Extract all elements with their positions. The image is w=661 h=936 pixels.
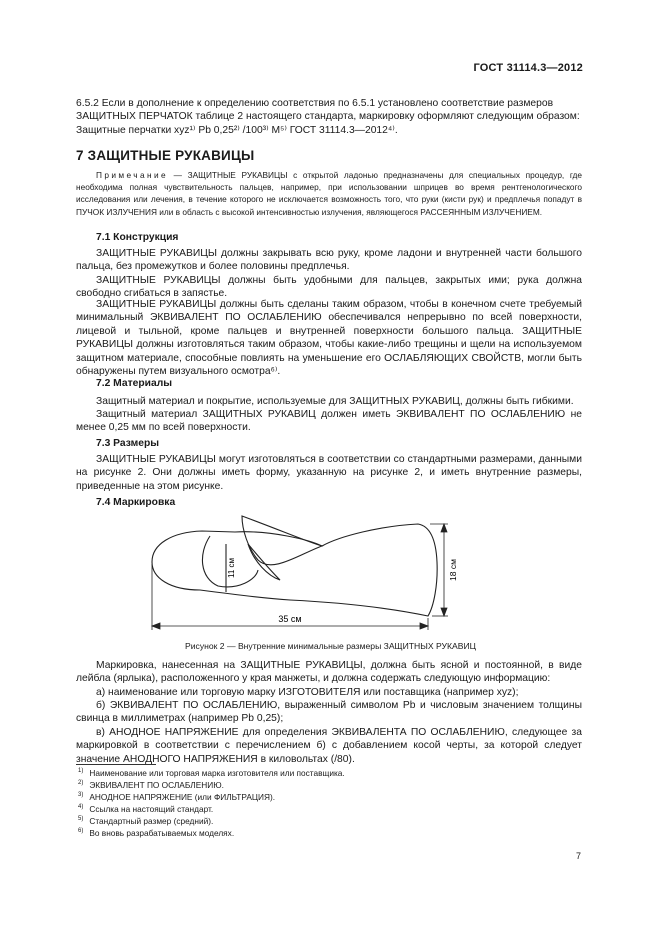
footnote-num: 1) [78,768,84,774]
footnote-text: ЭКВИВАЛЕНТ ПО ОСЛАБЛЕНИЮ. [89,780,224,790]
mitten-figure [130,510,470,638]
clause-652-example: Защитные перчатки xyz¹⁾ Pb 0,25²⁾ /100³⁾ M⁵⁾ ГОСТ 31114.3—2012⁴⁾. [76,124,398,136]
footnote-num: 5) [78,816,84,822]
list-item-b: б) ЭКВИВАЛЕНТ ПО ОСЛАБЛЕНИЮ, выраженный символом Pb и числовым значением толщины свинца в миллиметрах (например Pb 0,25); [76,700,582,725]
footnote-3 [78,792,275,802]
section-71-p1: ЗАЩИТНЫЕ РУКАВИЦЫ должны закрывать всю руку, кроме ладони и внутренней части большого пальца, без промежутков и более половины предплечья. [76,248,582,273]
section-71-p3: ЗАЩИТНЫЕ РУКАВИЦЫ должны быть сделаны таким образом, чтобы в конечном счете требуемый минимальный ЭКВИВАЛЕНТ ПО ОСЛАБЛЕНИЮ обеспечивался непрерывно по всей поверхности, лицевой и тыльной, кроме пальцев и внутренней поверхности большого пальца. ЗАЩИТНЫЕ РУКАВИЦЫ должны изготовляться таким образом, чтобы какие-либо трещины и щели на используемом защитном материале, способные повлиять на уменьшение его ОСЛАБЛЯЮЩИХ СВОЙСТВ, могли быть обнаружены путем визуального осмотра⁶⁾. [76,299,582,378]
clause-652 [76,97,582,137]
footnote-6 [78,828,234,838]
section-74-title: 7.4 Маркировка [96,497,176,508]
section-74-p1: Маркировка, нанесенная на ЗАЩИТНЫЕ РУКАВИЦЫ, должна быть ясной и постоянной, в виде лейбла (ярлыка), расположенного у края манжеты, и должна содержать следующую информацию: [76,660,582,685]
footnote-2 [78,780,224,790]
dim-height-label: 18 см [448,559,458,581]
section-72-p2: Защитный материал ЗАЩИТНЫХ РУКАВИЦ должен иметь ЭКВИВАЛЕНТ ПО ОСЛАБЛЕНИЮ не менее 0,25 мм по всей поверхности. [76,409,582,434]
note-text: — ЗАЩИТНЫЕ РУКАВИЦЫ с открытой ладонью предназначены для специальных процедур, где необходима полная чувствительность пальцев, например, при использовании шприцев во время рентгенологического исследования или лечения, в течение которого не исключается возможность того, что руки (кисти рук) и предплечья попадут в ПУЧОК ИЗЛУЧЕНИЯ или в область с высокой интенсивностью излучения, являющегося РАССЕЯННЫМ ИЗЛУЧЕНИЕМ. [76,170,582,217]
section-72-p1: Защитный материал и покрытие, используемые для ЗАЩИТНЫХ РУКАВИЦ, должны быть гибкими. [96,396,574,407]
thumb-inner-line [248,544,280,580]
section-7-title: 7 ЗАЩИТНЫЕ РУКАВИЦЫ [76,148,255,163]
footnote-text: Во вновь разрабатываемых моделях. [89,828,235,838]
section-73-p1: ЗАЩИТНЫЕ РУКАВИЦЫ могут изготовляться в соответствии со стандартными размерами, данными на рисунке 2. Они должны иметь форму, указанную на рисунке 2, и иметь внутренние размеры, приведенные на этом рисунке. [76,454,582,492]
section-7-note [76,169,582,218]
footnote-num: 2) [78,780,84,786]
footnote-num: 4) [78,804,84,810]
list-item-c: в) АНОДНОЕ НАПРЯЖЕНИЕ для определения ЭКВИВАЛЕНТА ПО ОСЛАБЛЕНИЮ, следующее за маркировкой в соответствии с перечислением б) с добавлением косой черты, за которой следует значение АНОДНОГО НАПРЯЖЕНИЯ в киловольтах (/80). [76,727,582,765]
clause-652-line1: 6.5.2 Если в дополнение к определению соответствия по 6.5.1 установлено соответствие размеров [76,98,554,109]
footnote-5 [78,816,213,826]
document-header: ГОСТ 31114.3—2012 [473,62,583,74]
section-71-title: 7.1 Конструкция [96,232,179,243]
list-item-a: а) наименование или торговую марку ИЗГОТОВИТЕЛЯ или поставщика (например xyz); [96,687,519,698]
footnote-text: АНОДНОЕ НАПРЯЖЕНИЕ (или ФИЛЬТРАЦИЯ). [89,792,276,802]
section-72-title: 7.2 Материалы [96,378,173,389]
footnote-text: Наименование или торговая марка изготовителя или поставщика. [89,768,345,778]
figure-caption: Рисунок 2 — Внутренние минимальные размеры ЗАЩИТНЫХ РУКАВИЦ [185,641,476,651]
page-number: 7 [575,851,581,861]
dim-thumb-label: 11 см [227,557,236,579]
footnote-num: 6) [78,828,84,834]
footnote-text: Ссылка на настоящий стандарт. [89,804,214,814]
footnote-4 [78,804,213,814]
clause-652-line2: ЗАЩИТНЫХ ПЕРЧАТОК таблице 2 настоящего стандарта, маркировку оформляют следующим образом: [76,111,580,123]
section-73-title: 7.3 Размеры [96,438,160,449]
dim-length-label: 35 см [278,614,302,624]
footnote-divider [76,764,156,765]
section-71-p2: ЗАЩИТНЫЕ РУКАВИЦЫ должны быть удобными для пальцев, закрытых ими; рука должна свободно сгибаться в запястье. [76,275,582,300]
note-label: Примечание [96,170,169,180]
footnote-num: 3) [78,792,84,798]
mitten-outline [152,524,437,616]
footnote-text: Стандартный размер (средний). [89,816,214,826]
footnote-1 [78,768,345,778]
